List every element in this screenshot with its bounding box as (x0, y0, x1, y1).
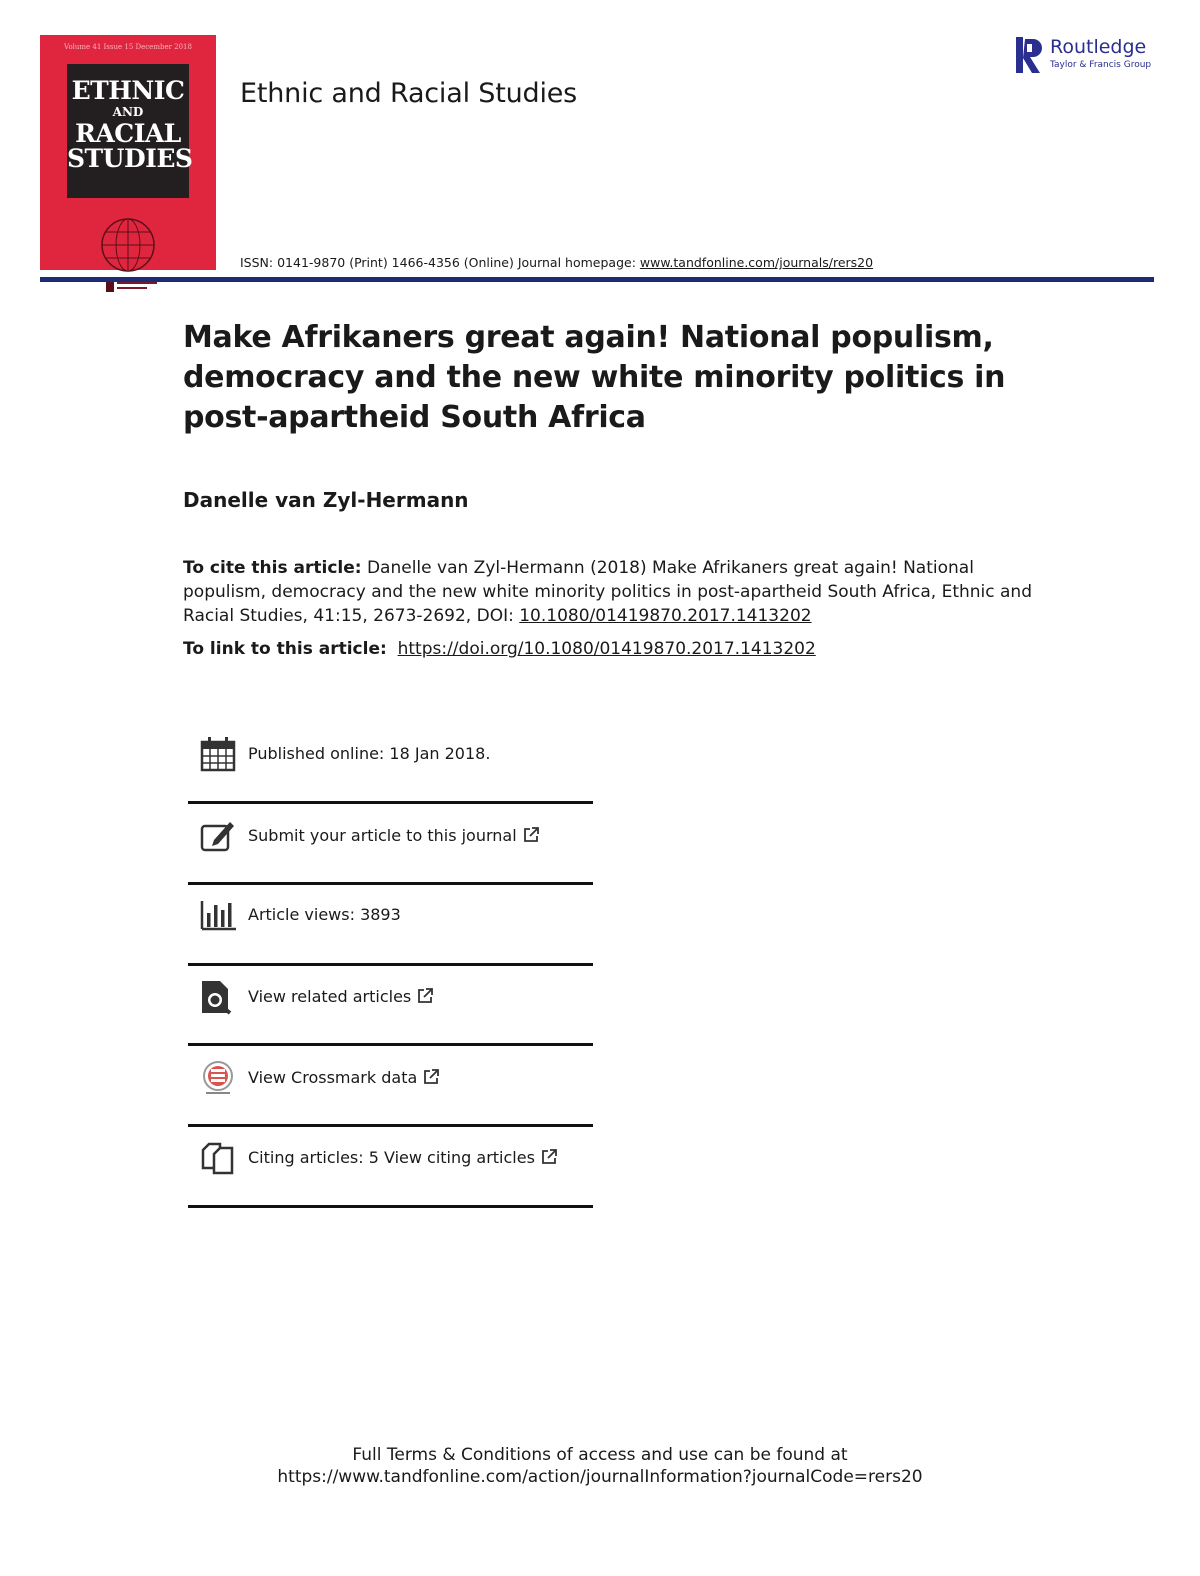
citation-block (183, 556, 1043, 628)
divider (188, 882, 593, 885)
article-author: Danelle van Zyl-Hermann (183, 488, 469, 512)
cite-doi-link[interactable]: 10.1080/01419870.2017.1413202 (519, 606, 812, 626)
external-link-icon (417, 987, 434, 1004)
related-articles-item[interactable] (188, 979, 593, 1039)
routledge-logo-icon (1014, 35, 1044, 75)
article-views-text: Article views: 3893 (248, 905, 401, 924)
calendar-icon (200, 736, 236, 772)
cover-title-line: AND (112, 105, 144, 119)
citing-articles-label: Citing articles: 5 View citing articles (248, 1148, 535, 1167)
header-divider (40, 277, 1154, 282)
link-label: To link to this article: (183, 639, 387, 659)
globe-icon (98, 215, 158, 275)
issn-text: ISSN: 0141-9870 (Print) 1466-4356 (Online) Journal homepage: (240, 255, 640, 270)
cover-title-line: STUDIES (67, 144, 193, 173)
divider (188, 1205, 593, 1208)
published-online-item (188, 736, 593, 796)
cover-title-block (67, 64, 193, 198)
journal-cover (40, 35, 216, 270)
cover-volume-line: Volume 41 Issue 15 December 2018 (64, 43, 192, 51)
crossmark-item[interactable] (188, 1060, 593, 1120)
cover-title-line: ETHNIC (71, 76, 185, 105)
related-articles-link[interactable] (248, 987, 434, 1006)
footer-line: Full Terms & Conditions of access and use can be found at (352, 1445, 848, 1465)
cite-label: To cite this article: (183, 558, 362, 578)
crossmark-icon (200, 1060, 236, 1096)
related-articles-label: View related articles (248, 987, 412, 1006)
divider (188, 963, 593, 966)
edit-icon (200, 818, 236, 854)
submit-article-link[interactable] (248, 826, 540, 845)
journal-homepage-link[interactable]: www.tandfonline.com/journals/rers20 (639, 255, 874, 270)
publisher-logo-tagline: Taylor & Francis Group (1050, 60, 1152, 70)
divider (188, 801, 593, 804)
article-views-item (188, 897, 593, 957)
journal-name: Ethnic and Racial Studies (240, 78, 578, 109)
submit-article-item[interactable] (188, 818, 593, 878)
terms-url[interactable]: https://www.tandfonline.com/action/journalInformation?journalCode=rers20 (277, 1467, 923, 1487)
submit-article-label: Submit your article to this journal (248, 826, 517, 845)
terms-footer (0, 1444, 1200, 1488)
external-link-icon (523, 826, 540, 843)
article-doi-url[interactable]: https://doi.org/10.1080/01419870.2017.1413202 (397, 639, 816, 659)
cover-title-line: RACIAL (75, 119, 181, 148)
article-title: Make Afrikaners great again! National populism, democracy and the new white minority politics in post-apartheid South Africa (183, 320, 1006, 435)
article-link-line (183, 639, 816, 659)
divider (188, 1124, 593, 1127)
published-online-text: Published online: 18 Jan 2018. (248, 744, 491, 763)
document-search-icon (200, 979, 236, 1015)
cite-text: Danelle van Zyl-Hermann (2018) Make Afrikaners great again! National populism, democracy and the new white minority politics in post-apartheid South Africa, Ethnic and Racial Studies, 41:15, 2673-2692, DOI: (183, 558, 1032, 626)
crossmark-link[interactable] (248, 1068, 440, 1087)
divider (188, 1043, 593, 1046)
citing-articles-link[interactable] (248, 1148, 558, 1167)
issn-line (240, 255, 873, 270)
citing-articles-item[interactable] (188, 1140, 593, 1200)
publisher-logo-name: Routledge (1050, 36, 1147, 58)
copy-documents-icon (200, 1140, 236, 1176)
crossmark-label: View Crossmark data (248, 1068, 418, 1087)
bar-chart-icon (200, 897, 236, 933)
external-link-icon (541, 1148, 558, 1165)
external-link-icon (423, 1068, 440, 1085)
